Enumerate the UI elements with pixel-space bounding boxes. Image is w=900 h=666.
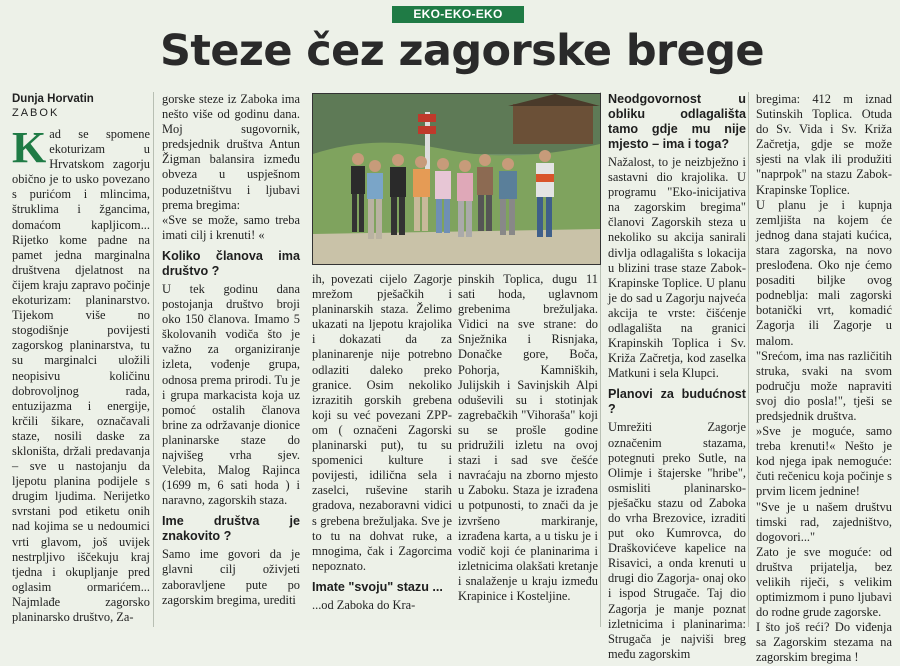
- question-heading: Planovi za budućnost ?: [608, 387, 746, 417]
- paragraph: Nažalost, to je neizbježno i sastavni dio krajolika. U programu "Eko-inicijativa na zagorskim bregima" članovi Zagorskih steza u nekoliko su akcija sanirali divlja odlagališta s lokacija u blizini trase staze Zabok-Krapinske Toplice. U planu je do sad u Zagorju najveća akcija te vrste: čišćenje odlagališta na granici Krapinskih Toplica i Sv. Križa Začretja, kod zaselka Matkuni i sela Klupci.: [608, 155, 746, 381]
- paragraph: pinskih Toplica, dugu 11 sati hoda, uglavnom grebenima brežuljaka. Vidici na sve strane: do Snježnika i Risnjaka, Donačke gore, Boča, Pohorja, Kamniških, Julijskih i Savinjskih Alpi oduševili su i stotinjak zagrebačkih "Vihoraša" koji su se prošle godine pridružili izletu na ovoj stazi i sad sve češće navraćaju na zborno mjesto u Zaboku. Staza je izrađena u potpunosti, to znači da je izvršeno markiranje, izrađena karta, a u tisku je i vodič koji će planinarima i izletnicima olakšati kretanje i snalaženje u kraju između Krapinice i Kosteljine.: [458, 272, 598, 603]
- paragraph: ...od Zaboka do Kra-: [312, 597, 416, 612]
- paragraph: "Srećom, ima nas različitih struka, svaki na svom području može napraviti svoj dio posla!", tješi se predsjednik društva.: [756, 348, 892, 423]
- paragraph: Umrežiti Zagorje označenim stazama, potegnuti preko Sutle, na Olimje i štajerske "hribe", osmisliti planinarsko-pješačku stazu od Zaboka do vrha Brezovice, izraditi put oko Kumrovca, do Draškovićeve kapelice na Risavici, a onda krenuti u drugi dio Zagorja- onaj oko i ispod Strugače. Taj dio Zagorja je manje poznat izletnicima i planinarima: Strugača je najviši breg među zagorskim: [608, 420, 746, 661]
- column-2: [162, 92, 300, 627]
- paragraph: Zato je sve moguće: od društva prijatelja, bez velikih riječi, s velikim optimizmom i puno ljubavi do rodne grude zagorske.: [756, 544, 892, 620]
- column-rule: [748, 92, 749, 627]
- photo-illustration: [313, 94, 600, 264]
- paragraph: »Sve je moguće, samo treba krenuti!« Nešto je kod njega ipak nemoguće: čuti rečenicu koja počinje s prvim licem jednine!: [756, 424, 892, 499]
- column-3: [312, 272, 452, 627]
- paragraph: U planu je i kupnja zemljišta na kojem će jednog dana stajati kućica, stara zagorska, na novo preslođena. Oko nje ćemo posaditi biljke ovog podneblja: mali zagorski botanički vrt, komadić Zagorja ili Zagorje u malom.: [756, 197, 892, 348]
- lead-text: ad se spomene ekoturizam u Hrvatskom zagorju obično je to usko povezano s purićom i mlincima, štruklima i žgancima, domaćom kapljicom... Rijetko kome padne na pamet jedna marginalna društvena djelatnost na čijem kraju zapravo počinje ekoturizam: planinarstvo. Tijekom više no stogodišnje povijesti zagorskog planinarstva, tu su marginalci uložili neopisivu količinu dobrovoljnog rada, entuzijazma i energije, krčili šikare, označavali staze, nosili daske za skloništa, držali predavanja – sve u nastojanju da ljepotu planina podijele s drugim ljudima. Nerijetko svrstani pod etiketu onih nad kojima se u nedoumici vrti glavom, još uvijek nestrpljivo iščekuju kraj tjedna i okupljanje pred oglasim ormarićem... Najmlađe zagorsko planinarsko društvo, Za-: [12, 127, 150, 624]
- paragraph: U tek godinu dana postojanja društvo broji oko 150 članova. Imamo 5 školovanih vodiča što je važno za organiziranje izleta, vođenje grupa, odnosa prema prirodi. Tu je i grupa markacista koja uz pomoć ostalih članova brine za održavanje dionice planinarske staze do najvišeg vrha sjev. Velebita, Malog Rajinca (1699 m, 6 sati hoda ) i naravno, zagorskih staza.: [162, 281, 300, 508]
- column-6: [756, 92, 892, 665]
- article-headline: Steze čez zagorske brege: [160, 26, 764, 76]
- paragraph: ih, povezati cijelo Zagorje mrežom pješačkih i planinarskih staza. Želimo ukazati na ljepotu krajolika i dokazati da za planinarenje nije potrebno odlaziti daleko preko granice. Osim nekoliko izrazitih gorskih grebena koji su već povezani ZPP-om ( označeni Zagorski planinarski put), tu su spomenici kulture i povijesti, idilična sela i zaselci, ruševine starih gradova, nezaboravni vidici s grebena brežuljaka. Sve je to tu na dohvat ruke, a mnogima, čak i Zagorcima nepoznato.: [312, 272, 452, 573]
- paragraph: I što još reći? Do viđenja sa Zagorskim stezama na zagorskim bregima !: [756, 620, 892, 665]
- column-4: [458, 272, 598, 627]
- paragraph: gorske steze iz Zaboka ima nešto više od godinu dana. Moj sugovornik, predsjednik društva Antun Žigman balansira između obveza u uspješnom poduzetništvu i ljubavi prema bregima:: [162, 92, 300, 212]
- question-heading: Imate "svoju" stazu ...: [312, 579, 443, 594]
- question-heading: Ime društva je znakovito ?: [162, 514, 300, 544]
- paragraph: bregima: 412 m iznad Sutinskih Toplica. Otuda do Sv. Vida i Sv. Križa Začretja, gdje se može sjesti na vlak ili produžiti "naprpok" na stazu Zabok-Krapinske Toplice.: [756, 92, 892, 197]
- dateline-place: ZABOK: [12, 107, 60, 119]
- paragraph: "Sve je u našem društvu timski rad, zajedništvo, dogovori...": [756, 499, 892, 544]
- column-rule: [153, 92, 154, 627]
- column-5: [608, 92, 746, 661]
- paragraph: Samo ime govori da je glavni cilj oživjeti zaboravljene pute po zagorskim bregima, urediti: [162, 547, 300, 607]
- question-heading: Neodgovornost u obliku odlagališta tamo gdje mu nije mjesto – ima i toga?: [608, 92, 746, 151]
- question-heading: Koliko članova ima društvo ?: [162, 248, 300, 278]
- group-hikers-photo: [312, 93, 601, 265]
- lead-paragraph: [12, 123, 150, 625]
- section-rubric: EKO-EKO-EKO: [392, 6, 524, 23]
- column-1: [12, 92, 150, 627]
- quote: «Sve se može, samo treba imati cilj i krenuti! «: [162, 212, 300, 242]
- drop-cap: K: [12, 123, 47, 172]
- author-name: Dunja Horvatin: [12, 93, 94, 105]
